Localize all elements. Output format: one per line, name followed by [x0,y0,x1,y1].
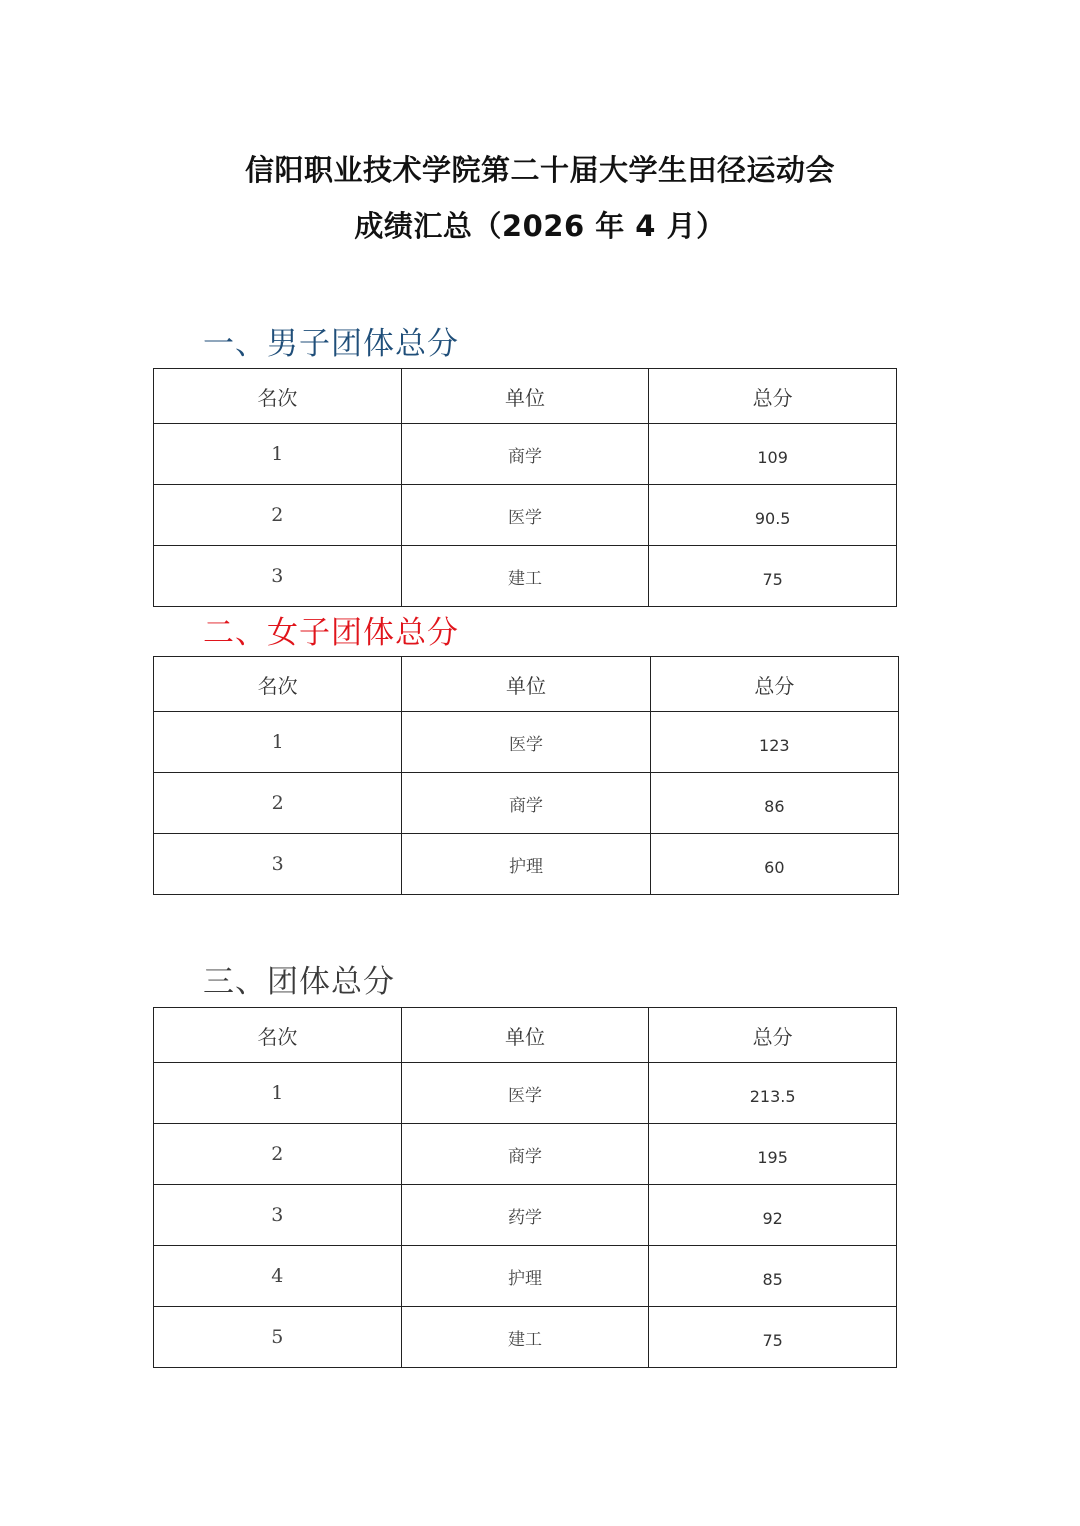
table-row [154,1124,897,1185]
total-cell: 85 [649,1246,897,1307]
overall-team-score-table [153,1007,897,1368]
section-heading-overall-team: 三、团体总分 [203,964,395,1000]
unit-cell: 药学 [401,1185,649,1246]
total-cell: 213.5 [649,1063,897,1124]
total-cell: 109 [649,424,897,485]
table-row [154,834,899,895]
header-unit: 单位 [401,369,649,424]
rank-cell: 3 [154,1185,402,1246]
total-cell: 92 [649,1185,897,1246]
unit-cell: 商学 [401,1124,649,1185]
rank-cell: 1 [154,712,402,773]
document-subtitle: 成绩汇总（2026 年 4 月） [354,209,726,243]
header-unit: 单位 [402,657,650,712]
table-row [154,1307,897,1368]
table-row [154,546,897,607]
unit-cell: 医学 [402,712,650,773]
unit-cell: 建工 [401,1307,649,1368]
unit-cell: 医学 [401,485,649,546]
header-rank: 名次 [154,369,402,424]
table-row [154,1185,897,1246]
table-row [154,424,897,485]
rank-cell: 2 [154,485,402,546]
unit-cell: 医学 [401,1063,649,1124]
rank-cell: 2 [154,1124,402,1185]
table-header-row [154,1008,897,1063]
header-total: 总分 [649,369,897,424]
table-row [154,773,899,834]
women-team-score-table [153,656,899,895]
table-row [154,485,897,546]
total-cell: 90.5 [649,485,897,546]
rank-cell: 1 [154,424,402,485]
table-row [154,712,899,773]
section-heading-men-team: 一、男子团体总分 [203,326,459,362]
rank-cell: 1 [154,1063,402,1124]
header-total: 总分 [649,1008,897,1063]
header-total: 总分 [650,657,898,712]
total-cell: 75 [649,1307,897,1368]
total-cell: 60 [650,834,898,895]
total-cell: 75 [649,546,897,607]
rank-cell: 5 [154,1307,402,1368]
document-title: 信阳职业技术学院第二十届大学生田径运动会 [244,153,835,187]
header-rank: 名次 [154,1008,402,1063]
table-row [154,1246,897,1307]
rank-cell: 3 [154,834,402,895]
section-heading-women-team: 二、女子团体总分 [203,615,459,651]
rank-cell: 2 [154,773,402,834]
table-header-row [154,657,899,712]
rank-cell: 4 [154,1246,402,1307]
header-unit: 单位 [401,1008,649,1063]
table-row [154,1063,897,1124]
unit-cell: 商学 [402,773,650,834]
total-cell: 86 [650,773,898,834]
men-team-score-table [153,368,897,607]
header-rank: 名次 [154,657,402,712]
rank-cell: 3 [154,546,402,607]
unit-cell: 护理 [402,834,650,895]
total-cell: 195 [649,1124,897,1185]
unit-cell: 护理 [401,1246,649,1307]
table-header-row [154,369,897,424]
unit-cell: 建工 [401,546,649,607]
unit-cell: 商学 [401,424,649,485]
total-cell: 123 [650,712,898,773]
